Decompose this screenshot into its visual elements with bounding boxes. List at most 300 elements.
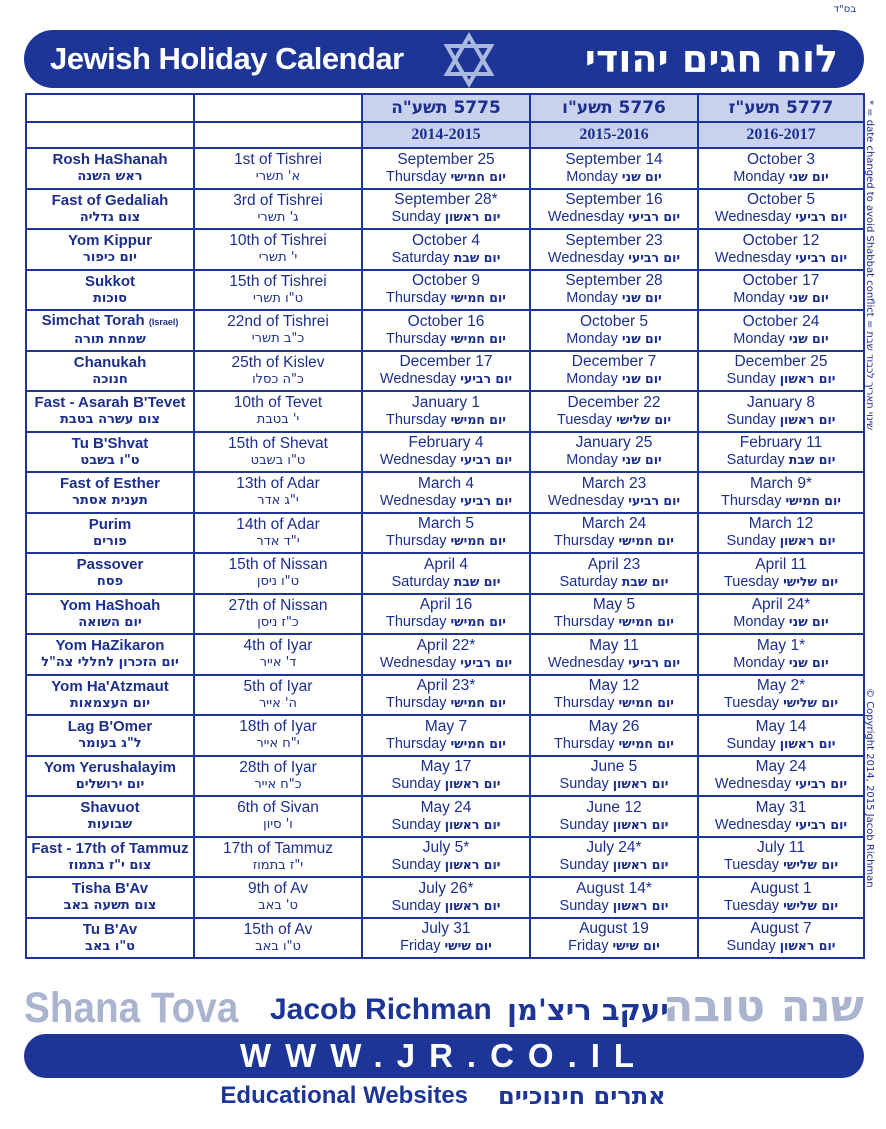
weekday-english: Sunday: [559, 857, 609, 874]
gregorian-date-cell: [362, 594, 530, 635]
weekday-hebrew: יום רביעי: [795, 209, 848, 225]
hebrew-date-hebrew: כ"ב תשרי: [251, 331, 305, 347]
gregorian-date: April 24*: [751, 596, 811, 614]
weekday-hebrew: יום חמישי: [618, 735, 674, 751]
weekday: [531, 208, 697, 226]
holiday-name-hebrew: יום השואה: [78, 614, 142, 630]
website-link[interactable]: WWW.JR.CO.IL: [239, 1037, 649, 1074]
holiday-name-cell: [26, 472, 194, 513]
gregorian-date-cell: [362, 310, 530, 351]
hebrew-date-cell: [194, 351, 362, 392]
gregorian-date: May 12: [588, 677, 640, 695]
gregorian-date-cell: [530, 310, 698, 351]
gregorian-date-cell: [698, 351, 864, 392]
weekday-english: Thursday: [554, 533, 615, 550]
weekday: [699, 937, 863, 955]
gregorian-date-cell: [530, 675, 698, 716]
gregorian-date: July 11: [757, 839, 805, 857]
weekday: [699, 492, 863, 510]
weekday-hebrew: יום ראשון: [444, 816, 501, 832]
weekday: [363, 411, 529, 429]
weekday: [531, 451, 697, 469]
weekday: [363, 451, 529, 469]
weekday: [699, 694, 863, 712]
holiday-name-cell: [26, 148, 194, 189]
hebrew-date-hebrew: ה' אייר: [258, 695, 298, 711]
weekday-english: Monday: [733, 654, 785, 671]
weekday-english: Saturday: [559, 573, 618, 590]
gregorian-date-cell: [362, 634, 530, 675]
holiday-name-cell: [26, 675, 194, 716]
gregorian-date-cell: [530, 796, 698, 837]
holiday-name-hebrew: ט"ו בשבט: [80, 452, 140, 468]
holiday-name-hebrew: פורים: [93, 533, 127, 549]
weekday-english: Thursday: [721, 492, 782, 509]
gregorian-date-cell: [362, 756, 530, 797]
weekday-english: Thursday: [386, 614, 447, 631]
hebrew-date-english: 27th of Nissan: [228, 596, 328, 614]
gregorian-date-cell: [362, 918, 530, 959]
hebrew-date-english: 5th of Iyar: [243, 677, 313, 695]
weekday: [363, 289, 529, 307]
holiday-name-cell: [26, 837, 194, 878]
holiday-name-english: Fast - Asarah B'Tevet: [34, 394, 186, 412]
gregorian-date-cell: [362, 391, 530, 432]
weekday-hebrew: יום שני: [621, 168, 662, 184]
holiday-row: [26, 229, 864, 270]
weekday-hebrew: יום חמישי: [618, 695, 674, 711]
weekday: [699, 208, 863, 226]
empty-header-cell: [26, 94, 194, 122]
weekday-hebrew: יום שישי: [444, 938, 492, 954]
hebrew-date-english: 17th of Tammuz: [223, 839, 333, 857]
weekday-english: Sunday: [391, 897, 441, 914]
shana-tova-english: Shana Tova: [24, 983, 239, 1032]
weekday-english: Sunday: [726, 938, 776, 955]
gregorian-date-cell: [698, 634, 864, 675]
gregorian-date-cell: [530, 351, 698, 392]
holiday-name-cell: [26, 270, 194, 311]
weekday-english: Sunday: [559, 897, 609, 914]
gregorian-date-cell: [698, 675, 864, 716]
gregorian-date-cell: [698, 432, 864, 473]
holiday-name-english: Passover: [76, 556, 144, 574]
gregorian-date: October 3: [746, 150, 816, 168]
gregorian-date-cell: [362, 553, 530, 594]
gregorian-date-cell: [530, 391, 698, 432]
empty-header-cell: [194, 94, 362, 122]
hebrew-date-english: 25th of Kislev: [231, 353, 325, 371]
weekday-hebrew: יום שני: [621, 452, 662, 468]
weekday-english: Wednesday: [547, 654, 625, 671]
weekday-hebrew: יום שבת: [788, 452, 836, 468]
holiday-name-english: Chanukah: [73, 353, 147, 371]
gregorian-date: May 24: [755, 758, 807, 776]
weekday-english: Thursday: [386, 411, 447, 428]
weekday: [699, 532, 863, 550]
gregorian-date: April 16: [419, 596, 473, 614]
weekday: [531, 654, 697, 672]
gregorian-date: March 12: [748, 515, 814, 533]
weekday-hebrew: יום רביעי: [460, 492, 513, 508]
gregorian-date: April 23*: [416, 677, 476, 695]
weekday: [531, 937, 697, 955]
gregorian-date: September 14: [565, 150, 663, 168]
weekday: [531, 492, 697, 510]
weekday-english: Tuesday: [723, 897, 780, 914]
weekday: [699, 735, 863, 753]
weekday-english: Wednesday: [547, 209, 625, 226]
holiday-name-cell: [26, 189, 194, 230]
holiday-name-hebrew: פסח: [96, 574, 124, 590]
gregorian-date: July 24*: [586, 839, 642, 857]
year-hebrew-header: 5777 תשע"ז: [698, 94, 864, 122]
holiday-name-hebrew: ראש השנה: [77, 169, 143, 185]
hebrew-date-hebrew: ג' תשרי: [257, 209, 299, 225]
holiday-name-hebrew: צום גדליה: [79, 209, 141, 225]
holiday-row: [26, 351, 864, 392]
weekday: [363, 168, 529, 186]
gregorian-date-cell: [698, 270, 864, 311]
weekday-hebrew: יום שלישי: [783, 573, 839, 589]
gregorian-date: May 5: [592, 596, 636, 614]
hebrew-date-cell: [194, 310, 362, 351]
weekday-hebrew: יום ראשון: [444, 776, 501, 792]
gregorian-date-cell: [362, 715, 530, 756]
gregorian-date: January 1: [411, 393, 481, 411]
gregorian-date: August 14*: [576, 879, 652, 897]
gregorian-date: October 5: [746, 191, 816, 209]
hebrew-date-english: 14th of Adar: [236, 515, 320, 533]
weekday: [531, 370, 697, 388]
weekday: [363, 694, 529, 712]
weekday-hebrew: יום רביעי: [628, 654, 681, 670]
weekday: [699, 654, 863, 672]
hebrew-date-english: 13th of Adar: [236, 475, 320, 493]
hebrew-date-cell: [194, 756, 362, 797]
weekday: [363, 897, 529, 915]
bsd-mark: בס"ד: [833, 4, 856, 15]
holiday-name-cell: [26, 877, 194, 918]
hebrew-date-cell: [194, 918, 362, 959]
weekday-english: Friday: [400, 938, 441, 955]
holiday-row: [26, 148, 864, 189]
gregorian-date: December 7: [571, 353, 657, 371]
holiday-name-english: Tisha B'Av: [71, 880, 149, 898]
gregorian-date: October 12: [742, 231, 820, 249]
weekday: [363, 492, 529, 510]
holiday-name-english: Sukkot: [84, 272, 135, 290]
gregorian-date-cell: [530, 594, 698, 635]
hebrew-date-cell: [194, 189, 362, 230]
holiday-row: [26, 270, 864, 311]
holiday-name-hebrew: ט"ו באב: [85, 938, 135, 954]
holiday-name-cell: [26, 634, 194, 675]
weekday-english: Sunday: [559, 816, 609, 833]
weekday-english: Tuesday: [556, 411, 613, 428]
hebrew-date-english: 4th of Iyar: [243, 637, 313, 655]
hebrew-date-hebrew: ט"ו באב: [255, 938, 301, 954]
weekday-english: Saturday: [391, 573, 450, 590]
year-gregorian-header: 2016-2017: [698, 122, 864, 148]
weekday-english: Wednesday: [714, 816, 792, 833]
weekday-hebrew: יום רביעי: [795, 776, 848, 792]
weekday: [699, 370, 863, 388]
weekday: [363, 573, 529, 591]
gregorian-date-cell: [698, 391, 864, 432]
gregorian-date-cell: [362, 513, 530, 554]
holiday-name-hebrew: ל"ג בעומר: [78, 736, 142, 752]
year-hebrew-row: [26, 94, 864, 122]
hebrew-date-cell: [194, 634, 362, 675]
weekday-english: Wednesday: [379, 371, 457, 388]
weekday-hebrew: יום ראשון: [444, 897, 501, 913]
gregorian-date-cell: [362, 229, 530, 270]
hebrew-date-cell: [194, 391, 362, 432]
gregorian-date: October 9: [411, 272, 481, 290]
holiday-row: [26, 634, 864, 675]
gregorian-date-cell: [362, 351, 530, 392]
holiday-name-english: Tu B'Av: [82, 920, 138, 938]
weekday-hebrew: יום חמישי: [450, 614, 506, 630]
weekday: [531, 249, 697, 267]
weekday-english: Monday: [733, 330, 785, 347]
holiday-name-hebrew: שמחת תורה: [74, 332, 146, 348]
gregorian-date-cell: [530, 229, 698, 270]
hebrew-date-cell: [194, 675, 362, 716]
hebrew-date-hebrew: כ"ח אייר: [254, 776, 302, 792]
gregorian-date: February 11: [739, 434, 823, 452]
weekday-hebrew: יום שבת: [453, 249, 501, 265]
weekday-english: Monday: [566, 371, 618, 388]
weekday-english: Thursday: [386, 533, 447, 550]
holiday-row: [26, 796, 864, 837]
page-title-hebrew: לוח חגים יהודי: [584, 37, 838, 81]
website-banner[interactable]: [24, 1034, 864, 1078]
weekday-hebrew: יום שישי: [612, 938, 660, 954]
gregorian-date-cell: [698, 553, 864, 594]
gregorian-date: December 25: [734, 353, 828, 371]
gregorian-date-cell: [698, 796, 864, 837]
hebrew-date-hebrew: ד' אייר: [259, 655, 297, 671]
weekday: [363, 654, 529, 672]
hebrew-date-cell: [194, 472, 362, 513]
holiday-row: [26, 594, 864, 635]
weekday-english: Sunday: [391, 209, 441, 226]
holiday-name-english: Yom HaShoah: [59, 596, 161, 614]
weekday-hebrew: יום רביעי: [628, 492, 681, 508]
holiday-name-hebrew: יום העצמאות: [69, 695, 151, 711]
gregorian-date: October 16: [407, 312, 485, 330]
hebrew-date-english: 15th of Tishrei: [229, 272, 327, 290]
holiday-name-hebrew: יום כיפור: [83, 250, 137, 266]
year-gregorian-header: 2015-2016: [530, 122, 698, 148]
gregorian-date: April 11: [755, 555, 807, 573]
holiday-name-cell: [26, 715, 194, 756]
weekday-english: Monday: [733, 168, 785, 185]
gregorian-date-cell: [698, 877, 864, 918]
gregorian-date: August 19: [579, 920, 649, 938]
gregorian-date: May 26: [588, 717, 640, 735]
weekday-hebrew: יום חמישי: [450, 735, 506, 751]
weekday: [363, 735, 529, 753]
weekday-english: Wednesday: [379, 452, 457, 469]
holiday-name-cell: [26, 229, 194, 270]
weekday: [699, 249, 863, 267]
weekday-hebrew: יום חמישי: [450, 168, 506, 184]
gregorian-date: June 12: [586, 798, 642, 816]
weekday-hebrew: יום ראשון: [779, 938, 836, 954]
weekday-english: Saturday: [391, 249, 450, 266]
gregorian-date: March 9*: [749, 474, 813, 492]
gregorian-date: September 28*: [394, 191, 498, 209]
weekday: [531, 411, 697, 429]
gregorian-date: October 4: [411, 231, 481, 249]
gregorian-date-cell: [698, 715, 864, 756]
hebrew-date-hebrew: ט"ו תשרי: [252, 290, 304, 306]
hebrew-date-hebrew: י' תשרי: [258, 250, 298, 266]
holiday-name-english: Fast - 17th of Tammuz: [31, 839, 189, 857]
gregorian-date: March 23: [581, 474, 647, 492]
holiday-name-cell: [26, 756, 194, 797]
weekday-english: Sunday: [726, 735, 776, 752]
gregorian-date: October 24: [742, 312, 820, 330]
weekday-hebrew: יום חמישי: [450, 290, 506, 306]
gregorian-date: August 1: [750, 879, 812, 897]
gregorian-date: April 23: [587, 555, 641, 573]
holiday-name-english: Shavuot: [80, 799, 140, 817]
weekday-english: Wednesday: [714, 249, 792, 266]
gregorian-date-cell: [530, 553, 698, 594]
hebrew-date-english: 9th of Av: [247, 880, 309, 898]
weekday-hebrew: יום ראשון: [612, 816, 669, 832]
weekday: [699, 573, 863, 591]
weekday: [363, 856, 529, 874]
weekday-english: Thursday: [554, 735, 615, 752]
gregorian-date-cell: [530, 715, 698, 756]
holiday-name-cell: [26, 310, 194, 351]
gregorian-date-cell: [530, 513, 698, 554]
holiday-row: [26, 553, 864, 594]
gregorian-date: October 5: [579, 312, 649, 330]
holiday-name-cell: [26, 432, 194, 473]
weekday-english: Monday: [566, 290, 618, 307]
holiday-row: [26, 310, 864, 351]
weekday: [531, 613, 697, 631]
weekday: [699, 330, 863, 348]
gregorian-date-cell: [698, 756, 864, 797]
weekday-hebrew: יום רביעי: [460, 654, 513, 670]
weekday-hebrew: יום ראשון: [612, 776, 669, 792]
footer-greeting: [24, 983, 864, 1033]
hebrew-date-english: 15th of Shevat: [228, 434, 328, 452]
weekday-hebrew: יום ראשון: [612, 897, 669, 913]
weekday: [531, 816, 697, 834]
year-hebrew-header: 5776 תשע"ו: [530, 94, 698, 122]
weekday: [363, 816, 529, 834]
gregorian-date-cell: [530, 877, 698, 918]
weekday-hebrew: יום רביעי: [460, 371, 513, 387]
weekday-hebrew: יום רביעי: [795, 249, 848, 265]
hebrew-date-hebrew: ט"ו ניסן: [256, 574, 300, 590]
gregorian-date-cell: [698, 472, 864, 513]
copyright-note: © Copyright 2014, 2015 Jacob Richman: [864, 688, 875, 888]
hebrew-date-hebrew: י' בטבת: [256, 412, 300, 428]
gregorian-date-cell: [530, 837, 698, 878]
hebrew-date-cell: [194, 270, 362, 311]
gregorian-date: August 7: [750, 920, 812, 938]
weekday-hebrew: יום שני: [621, 371, 662, 387]
hebrew-date-hebrew: א' תשרי: [255, 169, 301, 185]
holiday-name-english: Simchat Torah (Israel): [41, 312, 179, 330]
holiday-name-hebrew: יום הזכרון לחללי צה"ל: [41, 655, 179, 671]
weekday-english: Monday: [733, 290, 785, 307]
gregorian-date: March 4: [418, 474, 474, 492]
hebrew-date-english: 10th of Tishrei: [229, 232, 327, 250]
gregorian-date-cell: [362, 877, 530, 918]
weekday: [531, 735, 697, 753]
hebrew-date-english: 15th of Av: [243, 920, 313, 938]
gregorian-date-cell: [530, 270, 698, 311]
weekday-english: Sunday: [726, 533, 776, 550]
hebrew-date-cell: [194, 796, 362, 837]
weekday-hebrew: יום שני: [788, 614, 829, 630]
hebrew-date-hebrew: ט' באב: [258, 898, 298, 914]
gregorian-date-cell: [362, 472, 530, 513]
weekday-english: Thursday: [386, 168, 447, 185]
weekday: [363, 775, 529, 793]
gregorian-date: May 24: [420, 798, 472, 816]
gregorian-date: May 14: [755, 717, 807, 735]
weekday-hebrew: יום חמישי: [450, 533, 506, 549]
weekday-hebrew: יום ראשון: [779, 411, 836, 427]
hebrew-date-english: 1st of Tishrei: [234, 151, 322, 169]
hebrew-date-cell: [194, 513, 362, 554]
holiday-name-hebrew: צום עשרה בטבת: [60, 412, 160, 428]
gregorian-date: May 7: [424, 717, 468, 735]
hebrew-date-english: 15th of Nissan: [228, 556, 328, 574]
weekday-english: Wednesday: [379, 492, 457, 509]
weekday-english: Wednesday: [547, 492, 625, 509]
weekday-hebrew: יום ראשון: [444, 857, 501, 873]
weekday-hebrew: יום שלישי: [783, 857, 839, 873]
gregorian-date-cell: [530, 148, 698, 189]
weekday-hebrew: יום חמישי: [618, 533, 674, 549]
weekday: [531, 289, 697, 307]
gregorian-date: January 8: [746, 393, 816, 411]
gregorian-date-cell: [698, 229, 864, 270]
holiday-name-cell: [26, 918, 194, 959]
hebrew-date-hebrew: כ"ה כסלו: [252, 371, 304, 387]
weekday-hebrew: יום ראשון: [779, 533, 836, 549]
weekday-hebrew: יום שלישי: [616, 411, 672, 427]
gregorian-date-cell: [698, 918, 864, 959]
weekday-hebrew: יום ראשון: [779, 735, 836, 751]
gregorian-date-cell: [530, 432, 698, 473]
weekday-hebrew: יום רביעי: [795, 816, 848, 832]
weekday-english: Monday: [566, 330, 618, 347]
holiday-name-english: Purim: [88, 515, 132, 533]
gregorian-date: July 26*: [418, 879, 474, 897]
weekday-english: Thursday: [386, 735, 447, 752]
shabbat-change-note: * = date changed to avoid Shabbat conflict = שינוי תאריך לכבוד שבת: [864, 100, 875, 431]
weekday-hebrew: יום ראשון: [612, 857, 669, 873]
hebrew-date-hebrew: י"ז בתמוז: [252, 857, 304, 873]
holiday-row: [26, 391, 864, 432]
gregorian-date: May 17: [420, 758, 472, 776]
holiday-row: [26, 675, 864, 716]
weekday-english: Thursday: [386, 290, 447, 307]
